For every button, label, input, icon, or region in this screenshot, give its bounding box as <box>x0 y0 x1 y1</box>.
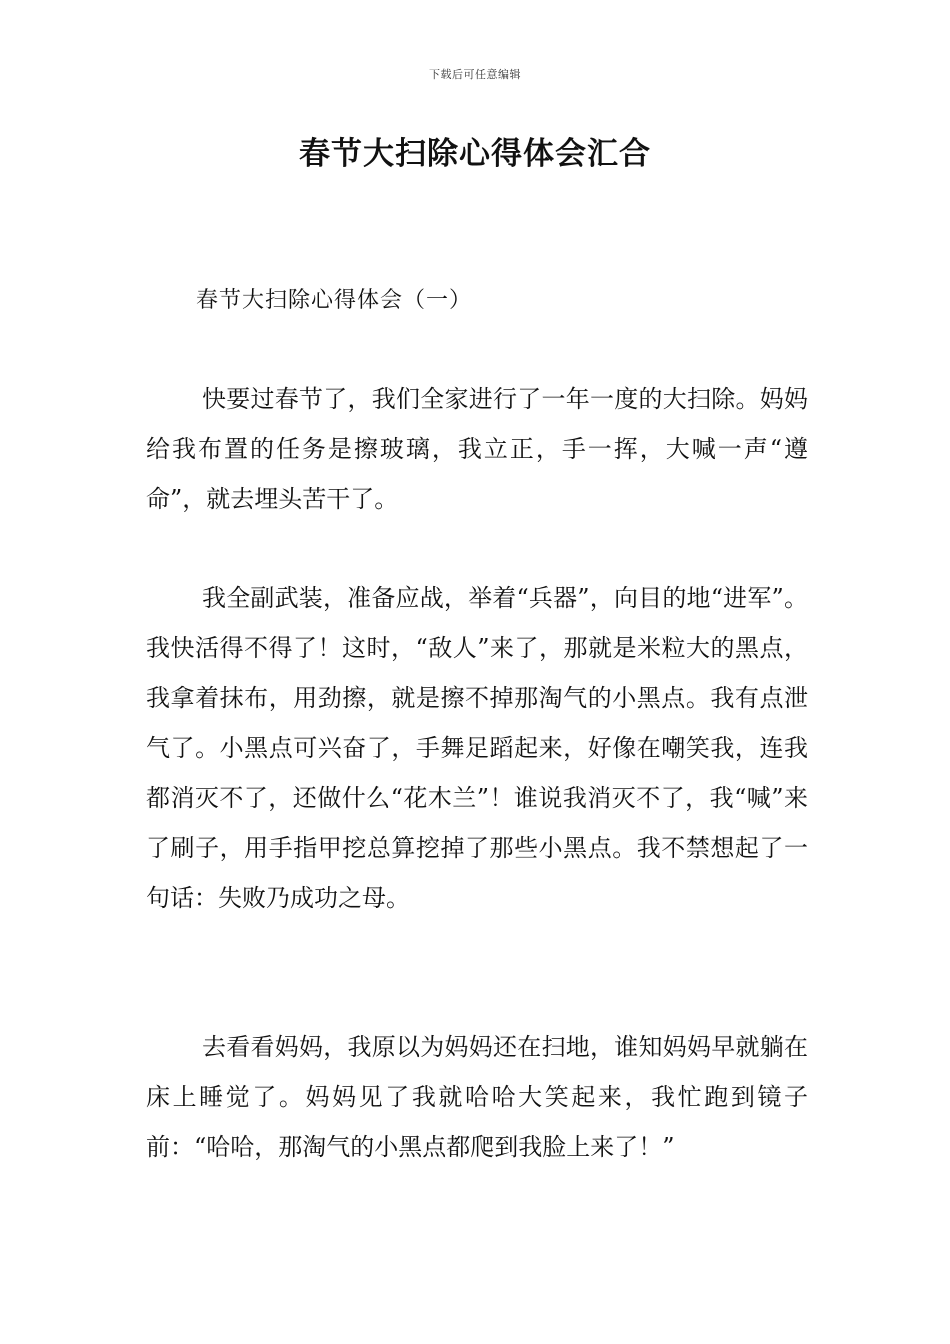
paragraph-3: 去看看妈妈，我原以为妈妈还在扫地，谁知妈妈早就躺在床上睡觉了。妈妈见了我就哈哈大笑起来，我忙跑到镜子前：“哈哈，那淘气的小黑点都爬到我脸上来了！” <box>146 1033 808 1161</box>
section-heading: 春节大扫除心得体会（一） <box>196 288 473 313</box>
document-title: 春节大扫除心得体会汇合 <box>299 136 651 172</box>
header-note: 下载后可任意编辑 <box>429 68 521 81</box>
paragraph-1: 快要过春节了，我们全家进行了一年一度的大扫除。妈妈给我布置的任务是擦玻璃，我立正，手一挥，大喊一声“遵命”，就去埋头苦干了。 <box>146 385 808 513</box>
paragraph-2: 我全副武装，准备应战，举着“兵器”，向目的地“进军”。我快活得不得了！这时，“敌人”来了，那就是米粒大的黑点，我拿着抹布，用劲擦，就是擦不掉那淘气的小黑点。我有点泄气了。小黑点可兴奋了，手舞足蹈起来，好像在嘲笑我，连我都消灭不了，还做什么“花木兰”！谁说我消灭不了，我“喊”来了刷子，用手指甲挖总算挖掉了那些小黑点。我不禁想起了一句话：失败乃成功之母。 <box>146 584 808 912</box>
